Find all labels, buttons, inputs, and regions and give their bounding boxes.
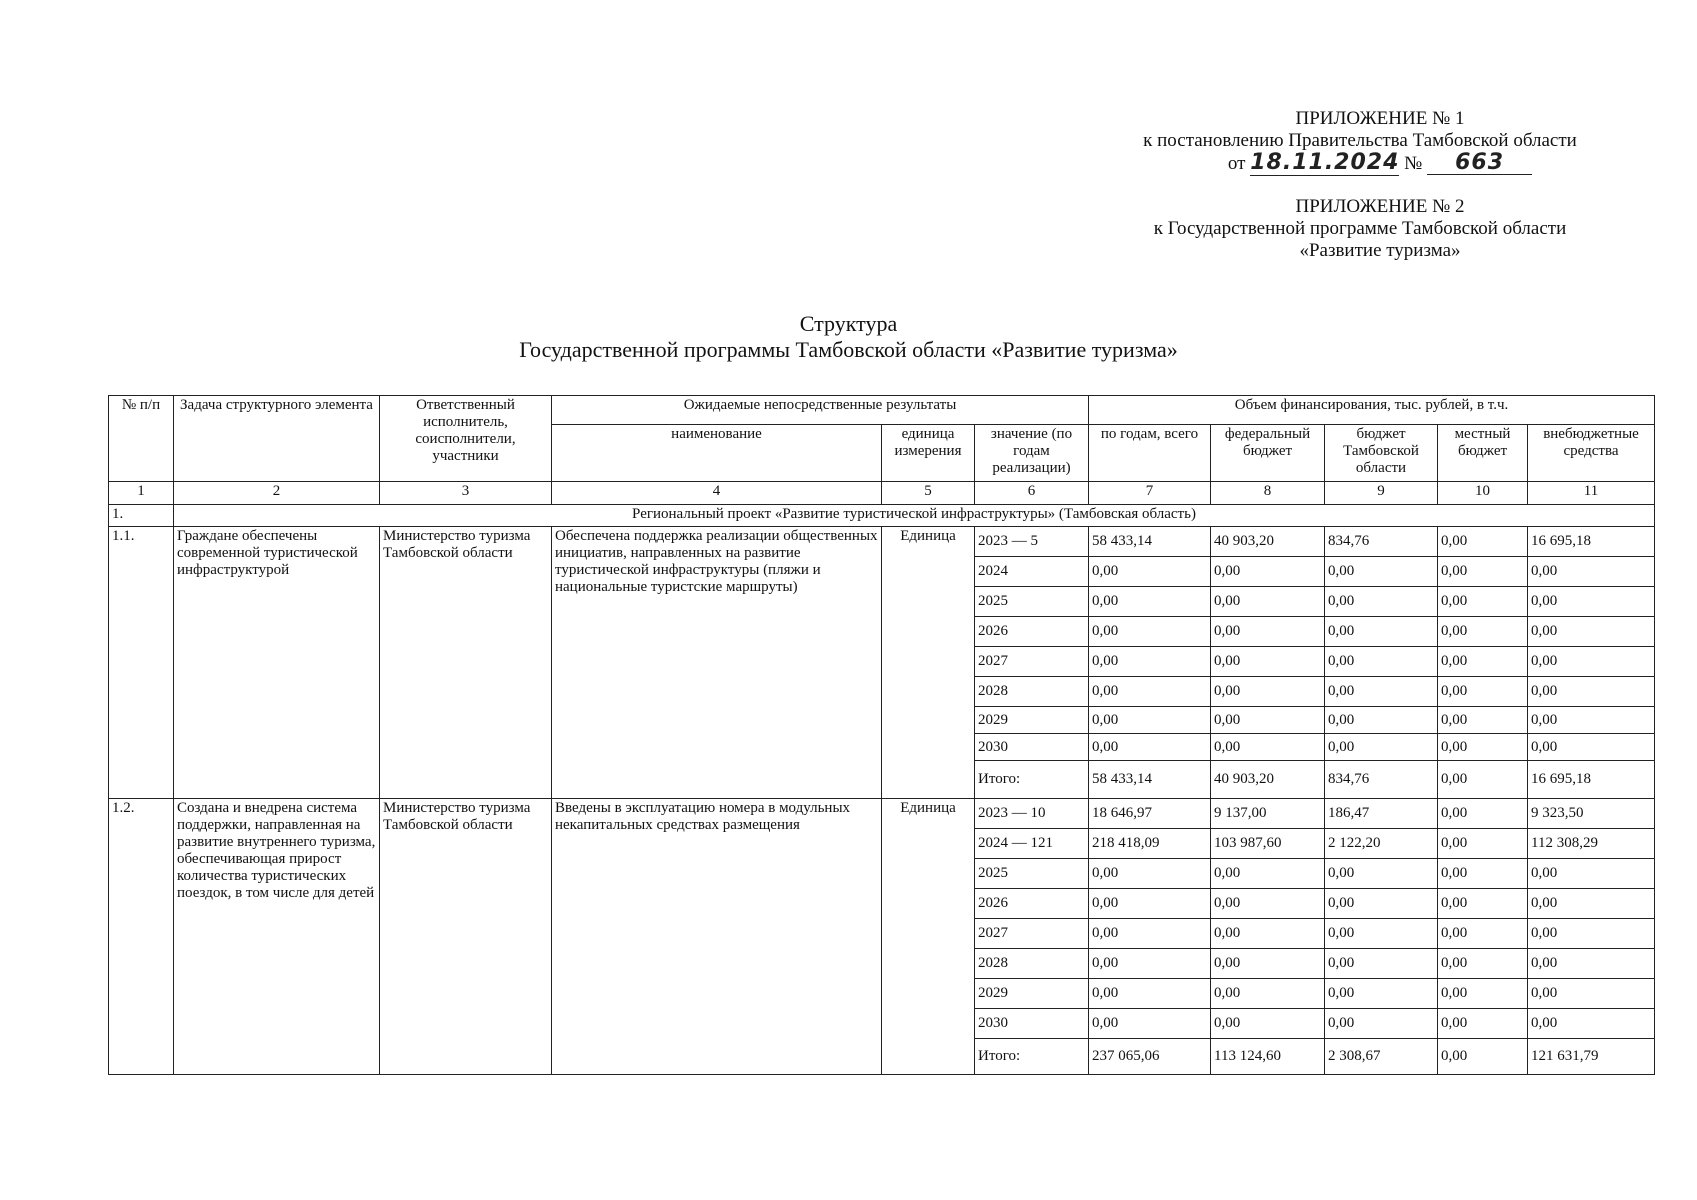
total-cell: 58 433,14 (1089, 527, 1211, 557)
appendix2-title: ПРИЛОЖЕНИЕ № 2 (1295, 196, 1465, 217)
year-cell: 2029 (975, 979, 1089, 1009)
total-cell: 0,00 (1089, 587, 1211, 617)
year-cell: 2023 — 5 (975, 527, 1089, 557)
appendix2-program: «Развитие туризма» (1299, 240, 1461, 261)
regional-cell: 2 308,67 (1325, 1039, 1438, 1075)
total-cell: 18 646,97 (1089, 799, 1211, 829)
offbudget-cell: 0,00 (1528, 979, 1655, 1009)
year-cell: 2028 (975, 677, 1089, 707)
title-line-1: Структура (799, 311, 898, 336)
offbudget-cell: 0,00 (1528, 557, 1655, 587)
appendix1-title: ПРИЛОЖЕНИЕ № 1 (1295, 108, 1465, 129)
column-number: 3 (380, 482, 552, 505)
decree-line (1080, 152, 1640, 175)
year-cell: 2030 (975, 1009, 1089, 1039)
regional-cell: 0,00 (1325, 919, 1438, 949)
header-num: № п/п (109, 396, 174, 482)
section-row (109, 505, 1655, 527)
column-numbers-row (109, 482, 1655, 505)
local-cell: 0,00 (1438, 587, 1528, 617)
federal-cell: 0,00 (1211, 587, 1325, 617)
federal-cell: 0,00 (1211, 617, 1325, 647)
offbudget-cell: 121 631,79 (1528, 1039, 1655, 1075)
federal-cell: 0,00 (1211, 707, 1325, 734)
regional-cell: 0,00 (1325, 859, 1438, 889)
header-regional: бюджет Тамбовской области (1325, 425, 1438, 482)
local-cell: 0,00 (1438, 799, 1528, 829)
regional-cell: 0,00 (1325, 617, 1438, 647)
from-label: от (1227, 153, 1246, 174)
total-cell: 0,00 (1089, 617, 1211, 647)
regional-cell: 2 122,20 (1325, 829, 1438, 859)
federal-cell: 0,00 (1211, 677, 1325, 707)
federal-cell: 40 903,20 (1211, 761, 1325, 799)
title-line-2: Государственной программы Тамбовской области «Развитие туризма» (519, 337, 1178, 362)
column-number: 5 (882, 482, 975, 505)
total-cell: 0,00 (1089, 949, 1211, 979)
handwritten-date: 18.11.2024 (1250, 150, 1400, 175)
regional-cell: 0,00 (1325, 647, 1438, 677)
year-cell: 2029 (975, 707, 1089, 734)
offbudget-cell: 0,00 (1528, 859, 1655, 889)
local-cell: 0,00 (1438, 859, 1528, 889)
offbudget-cell: 112 308,29 (1528, 829, 1655, 859)
appendix1-block (1080, 108, 1640, 175)
local-cell: 0,00 (1438, 889, 1528, 919)
item-result: Обеспечена поддержка реализации общественных инициатив, направленных на развитие туристической инфраструктуры (пляжи и национальные туристские маршруты) (552, 527, 882, 799)
column-number: 8 (1211, 482, 1325, 505)
regional-cell: 0,00 (1325, 707, 1438, 734)
appendix1-subtitle: к постановлению Правительства Тамбовской области (1143, 130, 1577, 151)
year-cell: 2026 (975, 617, 1089, 647)
section-title: Региональный проект «Развитие туристической инфраструктуры» (Тамбовская область) (174, 505, 1655, 527)
item-num: 1.2. (109, 799, 174, 1075)
local-cell: 0,00 (1438, 949, 1528, 979)
regional-cell: 834,76 (1325, 761, 1438, 799)
item-result: Введены в эксплуатацию номера в модульных некапитальных средствах размещения (552, 799, 882, 1075)
local-cell: 0,00 (1438, 677, 1528, 707)
federal-cell: 0,00 (1211, 1009, 1325, 1039)
year-cell: 2030 (975, 734, 1089, 761)
column-number: 9 (1325, 482, 1438, 505)
local-cell: 0,00 (1438, 527, 1528, 557)
regional-cell: 0,00 (1325, 949, 1438, 979)
regional-cell: 834,76 (1325, 527, 1438, 557)
regional-cell: 0,00 (1325, 979, 1438, 1009)
item-executor: Министерство туризма Тамбовской области (380, 799, 552, 1075)
total-cell: 0,00 (1089, 979, 1211, 1009)
regional-cell: 0,00 (1325, 889, 1438, 919)
item-row (109, 527, 1655, 557)
offbudget-cell: 0,00 (1528, 734, 1655, 761)
header-financing: Объем финансирования, тыс. рублей, в т.ч. (1089, 396, 1655, 425)
offbudget-cell: 0,00 (1528, 677, 1655, 707)
local-cell: 0,00 (1438, 734, 1528, 761)
header-local: местный бюджет (1438, 425, 1528, 482)
regional-cell: 186,47 (1325, 799, 1438, 829)
federal-cell: 103 987,60 (1211, 829, 1325, 859)
structure-table (108, 395, 1655, 1075)
header-results: Ожидаемые непосредственные результаты (552, 396, 1089, 425)
local-cell: 0,00 (1438, 617, 1528, 647)
total-cell: 0,00 (1089, 859, 1211, 889)
regional-cell: 0,00 (1325, 734, 1438, 761)
offbudget-cell: 0,00 (1528, 617, 1655, 647)
item-task: Создана и внедрена система поддержки, направленная на развитие внутреннего туризма, обеспечивающая прирост количества туристических поездок, в том числе для детей (174, 799, 380, 1075)
document-title (0, 311, 1697, 363)
column-number: 6 (975, 482, 1089, 505)
offbudget-cell: 0,00 (1528, 919, 1655, 949)
offbudget-cell: 0,00 (1528, 587, 1655, 617)
total-cell: 0,00 (1089, 707, 1211, 734)
year-cell: 2023 — 10 (975, 799, 1089, 829)
header-executor: Ответственный исполнитель, соисполнители, участники (380, 396, 552, 482)
item-num: 1.1. (109, 527, 174, 799)
federal-cell: 113 124,60 (1211, 1039, 1325, 1075)
year-cell: Итого: (975, 761, 1089, 799)
federal-cell: 0,00 (1211, 889, 1325, 919)
item-unit: Единица (882, 799, 975, 1075)
total-cell: 0,00 (1089, 889, 1211, 919)
offbudget-cell: 16 695,18 (1528, 527, 1655, 557)
federal-cell: 0,00 (1211, 859, 1325, 889)
regional-cell: 0,00 (1325, 677, 1438, 707)
column-number: 7 (1089, 482, 1211, 505)
column-number: 4 (552, 482, 882, 505)
header-row-1 (109, 396, 1655, 425)
item-task: Граждане обеспечены современной туристической инфраструктурой (174, 527, 380, 799)
federal-cell: 9 137,00 (1211, 799, 1325, 829)
header-task: Задача структурного элемента (174, 396, 380, 482)
total-cell: 58 433,14 (1089, 761, 1211, 799)
local-cell: 0,00 (1438, 647, 1528, 677)
total-cell: 0,00 (1089, 919, 1211, 949)
regional-cell: 0,00 (1325, 1009, 1438, 1039)
federal-cell: 0,00 (1211, 979, 1325, 1009)
header-offbudget: внебюджетные средства (1528, 425, 1655, 482)
appendix2-subtitle: к Государственной программе Тамбовской области (1153, 218, 1567, 239)
local-cell: 0,00 (1438, 1009, 1528, 1039)
federal-cell: 0,00 (1211, 647, 1325, 677)
offbudget-cell: 0,00 (1528, 889, 1655, 919)
federal-cell: 0,00 (1211, 557, 1325, 587)
column-number: 2 (174, 482, 380, 505)
year-cell: 2025 (975, 859, 1089, 889)
header-unit: единица измерения (882, 425, 975, 482)
total-cell: 237 065,06 (1089, 1039, 1211, 1075)
header-total: по годам, всего (1089, 425, 1211, 482)
offbudget-cell: 16 695,18 (1528, 761, 1655, 799)
local-cell: 0,00 (1438, 557, 1528, 587)
year-cell: 2028 (975, 949, 1089, 979)
local-cell: 0,00 (1438, 979, 1528, 1009)
header-federal: федеральный бюджет (1211, 425, 1325, 482)
federal-cell: 40 903,20 (1211, 527, 1325, 557)
total-cell: 0,00 (1089, 734, 1211, 761)
item-executor: Министерство туризма Тамбовской области (380, 527, 552, 799)
offbudget-cell: 0,00 (1528, 647, 1655, 677)
federal-cell: 0,00 (1211, 734, 1325, 761)
local-cell: 0,00 (1438, 707, 1528, 734)
handwritten-number: 663 (1427, 152, 1532, 175)
federal-cell: 0,00 (1211, 949, 1325, 979)
regional-cell: 0,00 (1325, 557, 1438, 587)
item-row (109, 799, 1655, 829)
offbudget-cell: 9 323,50 (1528, 799, 1655, 829)
header-value: значение (по годам реализации) (975, 425, 1089, 482)
offbudget-cell: 0,00 (1528, 949, 1655, 979)
year-cell: 2027 (975, 919, 1089, 949)
total-cell: 0,00 (1089, 647, 1211, 677)
offbudget-cell: 0,00 (1528, 707, 1655, 734)
local-cell: 0,00 (1438, 1039, 1528, 1075)
offbudget-cell: 0,00 (1528, 1009, 1655, 1039)
total-cell: 0,00 (1089, 1009, 1211, 1039)
year-cell: 2024 (975, 557, 1089, 587)
number-label: № (1404, 153, 1423, 174)
year-cell: 2024 — 121 (975, 829, 1089, 859)
federal-cell: 0,00 (1211, 919, 1325, 949)
column-number: 10 (1438, 482, 1528, 505)
item-unit: Единица (882, 527, 975, 799)
column-number: 1 (109, 482, 174, 505)
year-cell: 2025 (975, 587, 1089, 617)
year-cell: 2027 (975, 647, 1089, 677)
total-cell: 0,00 (1089, 557, 1211, 587)
year-cell: 2026 (975, 889, 1089, 919)
section-num: 1. (109, 505, 174, 527)
year-cell: Итого: (975, 1039, 1089, 1075)
local-cell: 0,00 (1438, 829, 1528, 859)
appendix2-block (1080, 196, 1640, 262)
local-cell: 0,00 (1438, 919, 1528, 949)
column-number: 11 (1528, 482, 1655, 505)
total-cell: 0,00 (1089, 677, 1211, 707)
regional-cell: 0,00 (1325, 587, 1438, 617)
header-name: наименование (552, 425, 882, 482)
total-cell: 218 418,09 (1089, 829, 1211, 859)
local-cell: 0,00 (1438, 761, 1528, 799)
